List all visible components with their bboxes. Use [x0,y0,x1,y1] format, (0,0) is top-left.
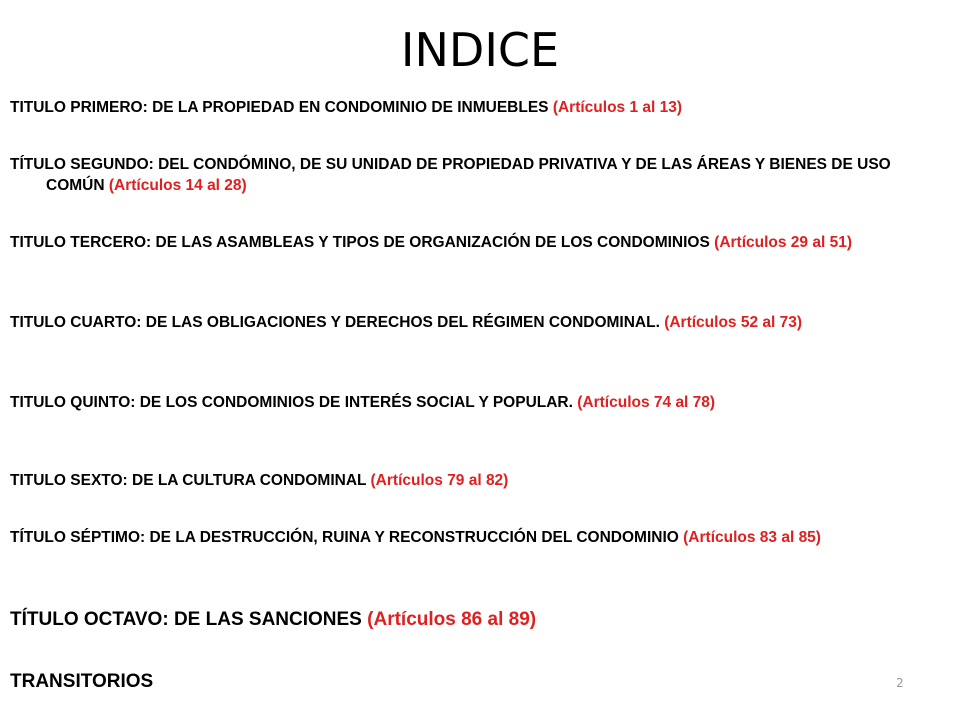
index-entry-titulo-tercero [10,232,950,253]
index-entry-titulo-septimo [10,527,950,548]
entry-article-range: (Artículos 52 al 73) [664,314,803,331]
page-number: 2 [896,676,904,690]
entry-article-range: (Artículos 74 al 78) [577,394,716,411]
index-entry-titulo-quinto [10,392,950,413]
index-entry-titulo-octavo [10,608,950,632]
entry-text: TÍTULO SÉPTIMO: DE LA DESTRUCCIÓN, RUINA Y RECONSTRUCCIÓN DEL CONDOMINIO [10,529,679,546]
entry-article-range: (Artículos 14 al 28) [108,177,247,194]
index-entry-titulo-segundo [10,154,950,196]
index-entry-titulo-cuarto [10,312,950,333]
index-entry-transitorios [10,670,950,694]
entry-article-range: (Artículos 83 al 85) [683,529,821,546]
entry-text: TITULO SEXTO: DE LA CULTURA CONDOMINAL [10,472,367,489]
entry-text: TÍTULO OCTAVO: DE LAS SANCIONES [10,609,362,630]
index-entry-titulo-primero [10,97,950,118]
slide-title: INDICE [400,23,560,77]
entry-article-range: (Artículos 79 al 82) [370,472,509,489]
entry-text: TITULO QUINTO: DE LOS CONDOMINIOS DE INTERÉS SOCIAL Y POPULAR. [10,394,573,411]
entry-article-range: (Artículos 29 al 51) [714,234,852,251]
entry-text: TITULO PRIMERO: DE LA PROPIEDAD EN CONDOMINIO DE INMUEBLES [10,99,549,116]
entry-text: TITULO CUARTO: DE LAS OBLIGACIONES Y DERECHOS DEL RÉGIMEN CONDOMINAL. [10,314,660,331]
entry-text: TITULO TERCERO: DE LAS ASAMBLEAS Y TIPOS DE ORGANIZACIÓN DE LOS CONDOMINIOS [10,234,710,251]
entry-text: TÍTULO SEGUNDO: DEL CONDÓMINO, DE SU UNIDAD DE PROPIEDAD PRIVATIVA Y DE LAS ÁREAS Y BIENES DE USO COMÚN [10,156,891,194]
entry-article-range: (Artículos 1 al 13) [552,99,683,116]
entry-article-range: (Artículos 86 al 89) [367,609,537,630]
entry-text: TRANSITORIOS [10,671,154,692]
index-entry-titulo-sexto [10,470,950,491]
